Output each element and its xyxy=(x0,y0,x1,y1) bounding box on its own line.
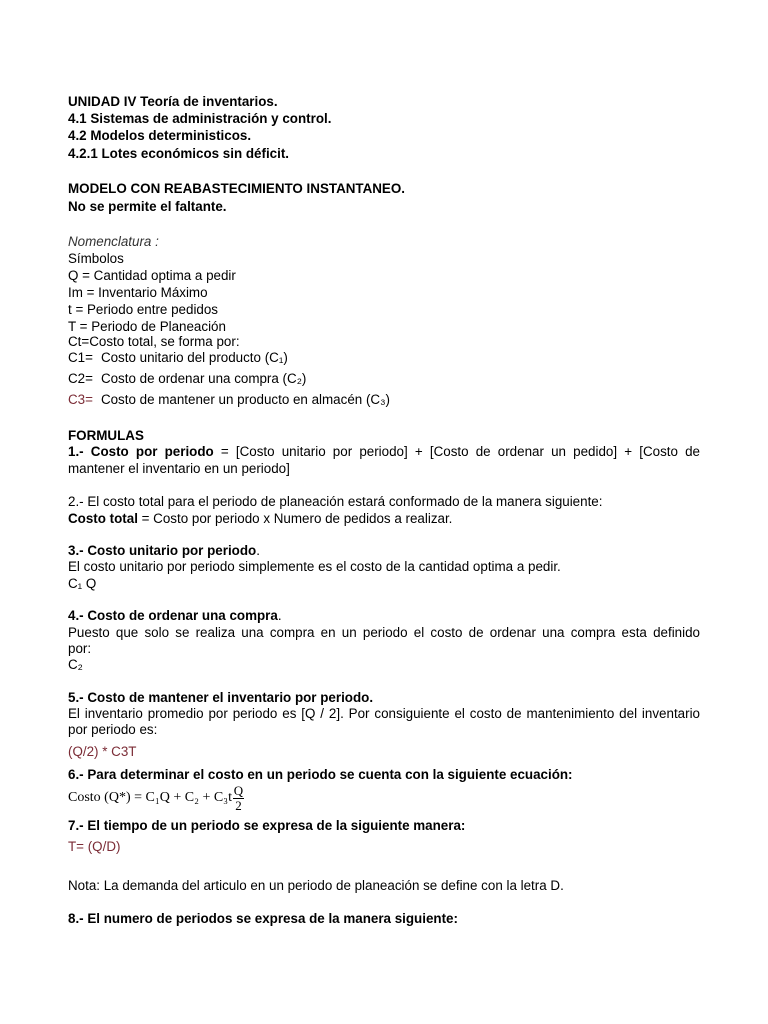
model-title: MODELO CON REABASTECIMIENTO INSTANTANEO. xyxy=(68,181,406,196)
symbol-ct: Ct=Costo total, se forma por: xyxy=(68,334,240,349)
formula-5-text-line-1: El inventario promedio por periodo es [Q / 2]. Por consiguiente el costo de mantenimiento del inventario xyxy=(68,706,700,721)
formula-5-expression: (Q/2) * C3T xyxy=(68,744,137,759)
formula-4-expression: C₂ xyxy=(68,657,83,672)
note-text: Nota: La demanda del articulo en un periodo de planeación se define con la letra D. xyxy=(68,878,564,893)
formula-2-line-1: 2.- El costo total para el periodo de planeación estará conformado de la manera siguiente: xyxy=(68,494,603,509)
c1-text: Costo unitario del producto (C₁) xyxy=(100,350,288,365)
formula-3-expression: C₁ Q xyxy=(68,576,97,591)
formula-3-dot: . xyxy=(256,543,260,558)
formula-1-title: 1.- Costo por periodo xyxy=(68,444,214,459)
formula-6-equation xyxy=(68,784,244,813)
formula-3-title: 3.- Costo unitario por periodo xyxy=(68,543,257,558)
formula-7-title: 7.- El tiempo de un periodo se expresa de la siguiente manera: xyxy=(68,818,466,833)
symbols-label: Símbolos xyxy=(68,251,124,266)
c2-label: C2= xyxy=(68,371,93,386)
formula-6-equation-left: Costo (Q*) = C₁Q + C₂ + C₃t xyxy=(68,790,232,806)
symbol-tt: T = Periodo de Planeación xyxy=(68,319,226,334)
c3-text: Costo de mantener un producto en almacén (C₃) xyxy=(100,392,390,407)
formula-6-title: 6.- Para determinar el costo en un periodo se cuenta con la siguiente ecuación: xyxy=(68,767,573,782)
formula-4-title: 4.- Costo de ordenar una compra xyxy=(68,608,278,623)
q-over-2-fraction xyxy=(233,784,244,813)
c1-label: C1= xyxy=(68,350,93,365)
section-4-2-heading: 4.2 Modelos deterministicos. xyxy=(68,128,252,143)
formula-2-line-2 xyxy=(68,511,452,528)
formula-3-text: El costo unitario por periodo simplemente es el costo de la cantidad optima a pedir. xyxy=(68,559,561,574)
formula-3-heading xyxy=(68,543,260,560)
formula-1-line-2: mantener el inventario en un periodo] xyxy=(68,461,290,476)
model-subtitle: No se permite el faltante. xyxy=(68,199,227,214)
c2-text: Costo de ordenar una compra (C₂) xyxy=(100,371,307,386)
costo-total-text: = Costo por periodo x Numero de pedidos a realizar. xyxy=(137,511,453,526)
formula-4-text-line-2: por: xyxy=(68,641,92,656)
costo-total-label: Costo total xyxy=(68,511,138,526)
formula-1-text: = [Costo unitario por periodo] + [Costo de ordenar un pedido] + [Costo de xyxy=(213,444,700,459)
fraction-numerator: Q xyxy=(233,783,244,798)
symbol-c3 xyxy=(68,392,390,409)
formulas-heading: FORMULAS xyxy=(68,428,144,443)
unit-heading: UNIDAD IV Teoría de inventarios. xyxy=(68,94,278,109)
symbol-q: Q = Cantidad optima a pedir xyxy=(68,268,236,283)
symbol-t: t = Periodo entre pedidos xyxy=(68,302,219,317)
formula-4-heading xyxy=(68,608,282,625)
formula-4-text-line-1: Puesto que solo se realiza una compra en un periodo el costo de ordenar una compra esta definido xyxy=(68,625,700,640)
formula-7-expression: T= (Q/D) xyxy=(68,839,121,854)
nomenclature-heading: Nomenclatura : xyxy=(68,234,159,249)
formula-4-dot: . xyxy=(277,608,282,623)
formula-5-title: 5.- Costo de mantener el inventario por periodo. xyxy=(68,690,374,705)
symbol-c1 xyxy=(68,350,288,367)
symbol-c2 xyxy=(68,371,306,388)
section-4-1-heading: 4.1 Sistemas de administración y control. xyxy=(68,111,332,126)
formula-8-title: 8.- El numero de periodos se expresa de la manera siguiente: xyxy=(68,911,458,926)
section-4-2-1-heading: 4.2.1 Lotes económicos sin déficit. xyxy=(68,146,290,161)
c3-label: C3= xyxy=(68,392,93,407)
formula-5-text-line-2: por periodo es: xyxy=(68,722,158,737)
symbol-im: Im = Inventario Máximo xyxy=(68,285,208,300)
fraction-denominator: 2 xyxy=(235,798,242,813)
